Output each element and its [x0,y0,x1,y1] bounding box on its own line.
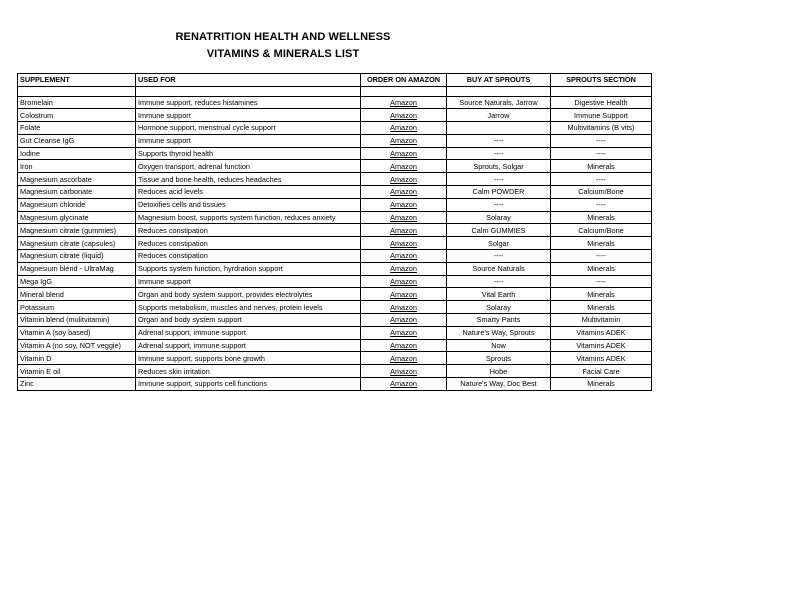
table-row [18,378,652,391]
cell-sprouts-section: Vitamins ADEK [551,352,652,365]
cell-supplement: Magnesium citrate (gummies) [18,224,136,237]
cell-sprouts-section: Calcium/Bone [551,224,652,237]
table-row [18,237,652,250]
cell-buy-at-sprouts: Smarty Pants [447,314,551,327]
cell-supplement: Magnesium citrate (capsules) [18,237,136,250]
amazon-link[interactable]: Amazon [361,147,447,160]
table-row [18,326,652,339]
amazon-link[interactable]: Amazon [361,262,447,275]
table-header-row [18,74,652,87]
cell-supplement: Vitamin A (soy based) [18,326,136,339]
cell-sprouts-section: Minerals [551,378,652,391]
amazon-link[interactable]: Amazon [361,224,447,237]
table-row [18,96,652,109]
table-row [18,275,652,288]
cell-buy-at-sprouts: Solgar [447,237,551,250]
amazon-link[interactable]: Amazon [361,109,447,122]
cell-used-for: Supports system function, hyrdration support [136,262,361,275]
cell-sprouts-section: ---- [551,250,652,263]
cell-sprouts-section: Minerals [551,160,652,173]
cell-supplement: Magnesium glycinate [18,211,136,224]
cell-sprouts-section: Minerals [551,211,652,224]
cell-used-for: Magnesium boost, supports system function, reduces anxiety [136,211,361,224]
amazon-link[interactable]: Amazon [361,186,447,199]
table-row [18,262,652,275]
cell-supplement: Mega IgG [18,275,136,288]
table-row [18,122,652,135]
cell-used-for: Reduces constipation [136,250,361,263]
table-row [18,134,652,147]
cell-sprouts-section: Minerals [551,288,652,301]
cell-buy-at-sprouts: Source Naturals, Jarrow [447,96,551,109]
cell-supplement: Vitamin D [18,352,136,365]
cell-used-for: Supports thyroid health [136,147,361,160]
header-sprouts-section: SPROUTS SECTION [551,74,652,87]
cell-buy-at-sprouts: ---- [447,250,551,263]
header-supplement: SUPPLEMENT [18,74,136,87]
cell-sprouts-section: Vitamins ADEK [551,326,652,339]
cell-sprouts-section: Multivitamins (B vits) [551,122,652,135]
table-row [18,160,652,173]
cell-used-for: Adrenal support, immune support [136,339,361,352]
document-title: RENATRITION HEALTH AND WELLNESS [175,31,391,43]
amazon-link[interactable]: Amazon [361,211,447,224]
cell-used-for: Reduces constipation [136,237,361,250]
amazon-link[interactable]: Amazon [361,134,447,147]
cell-buy-at-sprouts: Calm POWDER [447,186,551,199]
cell-supplement: Zinc [18,378,136,391]
cell-sprouts-section: Multivitamin [551,314,652,327]
cell-buy-at-sprouts: Sprouts, Solgar [447,160,551,173]
cell-supplement: Colostrum [18,109,136,122]
table-row [18,250,652,263]
amazon-link[interactable]: Amazon [361,352,447,365]
cell-buy-at-sprouts [447,122,551,135]
cell-buy-at-sprouts: ---- [447,198,551,211]
cell-used-for: Organ and body system support [136,314,361,327]
cell-buy-at-sprouts: ---- [447,173,551,186]
cell-sprouts-section: ---- [551,198,652,211]
table-row [18,365,652,378]
cell-used-for: Adrenal support, immune support [136,326,361,339]
cell-used-for: Reduces acid levels [136,186,361,199]
cell-supplement: Vitamin E oil [18,365,136,378]
cell-sprouts-section: Minerals [551,262,652,275]
cell-used-for: Immune support [136,275,361,288]
cell-used-for: Immune support [136,109,361,122]
amazon-link[interactable]: Amazon [361,288,447,301]
amazon-link[interactable]: Amazon [361,339,447,352]
cell-buy-at-sprouts: Calm GUMMIES [447,224,551,237]
cell-supplement: Folate [18,122,136,135]
table-row [18,186,652,199]
cell-supplement: Magnesium ascorbate [18,173,136,186]
table-row [18,288,652,301]
cell-used-for: Hormone support, menstrual cycle support [136,122,361,135]
amazon-link[interactable]: Amazon [361,365,447,378]
cell-sprouts-section: Minerals [551,301,652,314]
cell-buy-at-sprouts: Source Naturals [447,262,551,275]
cell-buy-at-sprouts: Solaray [447,301,551,314]
supplements-table [17,73,652,391]
cell-buy-at-sprouts: Hobe [447,365,551,378]
cell-used-for: Reduces constipation [136,224,361,237]
amazon-link[interactable]: Amazon [361,237,447,250]
cell-buy-at-sprouts: ---- [447,147,551,160]
cell-supplement: Iodine [18,147,136,160]
amazon-link[interactable]: Amazon [361,198,447,211]
cell-supplement: Iron [18,160,136,173]
header-order-on-amazon: ORDER ON AMAZON [361,74,447,87]
amazon-link[interactable]: Amazon [361,326,447,339]
cell-supplement: Mineral blend [18,288,136,301]
cell-used-for: Organ and body system support, provides electrolytes [136,288,361,301]
table-row [18,224,652,237]
cell-used-for: Detoxifies cells and tissues [136,198,361,211]
cell-supplement: Magnesium blend - UltraMag [18,262,136,275]
cell-sprouts-section: ---- [551,275,652,288]
spacer-row [18,86,652,96]
cell-supplement: Gut Cleanse IgG [18,134,136,147]
cell-supplement: Potassium [18,301,136,314]
header-buy-at-sprouts: BUY AT SPROUTS [447,74,551,87]
cell-sprouts-section: ---- [551,147,652,160]
cell-used-for: Tissue and bone health, reduces headaches [136,173,361,186]
cell-supplement: Bromelain [18,96,136,109]
table-row [18,352,652,365]
table-row [18,109,652,122]
header-used-for: USED FOR [136,74,361,87]
cell-buy-at-sprouts: ---- [447,275,551,288]
cell-used-for: Reduces skin irritation [136,365,361,378]
table-row [18,301,652,314]
amazon-link[interactable]: Amazon [361,301,447,314]
table-body [18,86,652,390]
cell-sprouts-section: Immune Support [551,109,652,122]
cell-sprouts-section: Calcium/Bone [551,186,652,199]
cell-sprouts-section: Facial Care [551,365,652,378]
cell-used-for: Oxygen transport, adrenal function [136,160,361,173]
cell-used-for: Supports metabolism, muscles and nerves, protein levels [136,301,361,314]
cell-buy-at-sprouts: ---- [447,134,551,147]
cell-sprouts-section: Vitamins ADEK [551,339,652,352]
cell-used-for: Immune support [136,134,361,147]
cell-buy-at-sprouts: Jarrow [447,109,551,122]
amazon-link[interactable]: Amazon [361,314,447,327]
cell-sprouts-section: ---- [551,173,652,186]
cell-used-for: Immune support, reduces histamines [136,96,361,109]
table-row [18,211,652,224]
cell-sprouts-section: Minerals [551,237,652,250]
cell-buy-at-sprouts: Nature's Way, Doc Best [447,378,551,391]
amazon-link[interactable]: Amazon [361,122,447,135]
cell-used-for: Immune support, supports bone growth [136,352,361,365]
table-row [18,147,652,160]
cell-sprouts-section: Digestive Health [551,96,652,109]
table-row [18,339,652,352]
table-row [18,198,652,211]
cell-supplement: Vitamin blend (mulitvitamin) [18,314,136,327]
amazon-link[interactable]: Amazon [361,96,447,109]
cell-supplement: Magnesium citrate (liquid) [18,250,136,263]
cell-sprouts-section: ---- [551,134,652,147]
cell-supplement: Magnesium carbonate [18,186,136,199]
document-subtitle: VITAMINS & MINERALS LIST [206,48,360,60]
cell-supplement: Magnesium chloride [18,198,136,211]
cell-buy-at-sprouts: Nature's Way, Sprouts [447,326,551,339]
amazon-link[interactable]: Amazon [361,160,447,173]
document-header [0,30,566,62]
cell-buy-at-sprouts: Solaray [447,211,551,224]
amazon-link[interactable]: Amazon [361,275,447,288]
cell-buy-at-sprouts: Vital Earth [447,288,551,301]
cell-buy-at-sprouts: Sprouts [447,352,551,365]
cell-used-for: Immune support, supports cell functions [136,378,361,391]
amazon-link[interactable]: Amazon [361,173,447,186]
amazon-link[interactable]: Amazon [361,250,447,263]
table-row [18,314,652,327]
table-row [18,173,652,186]
amazon-link[interactable]: Amazon [361,378,447,391]
cell-supplement: Vitamin A (no soy, NOT veggie) [18,339,136,352]
cell-buy-at-sprouts: Now [447,339,551,352]
